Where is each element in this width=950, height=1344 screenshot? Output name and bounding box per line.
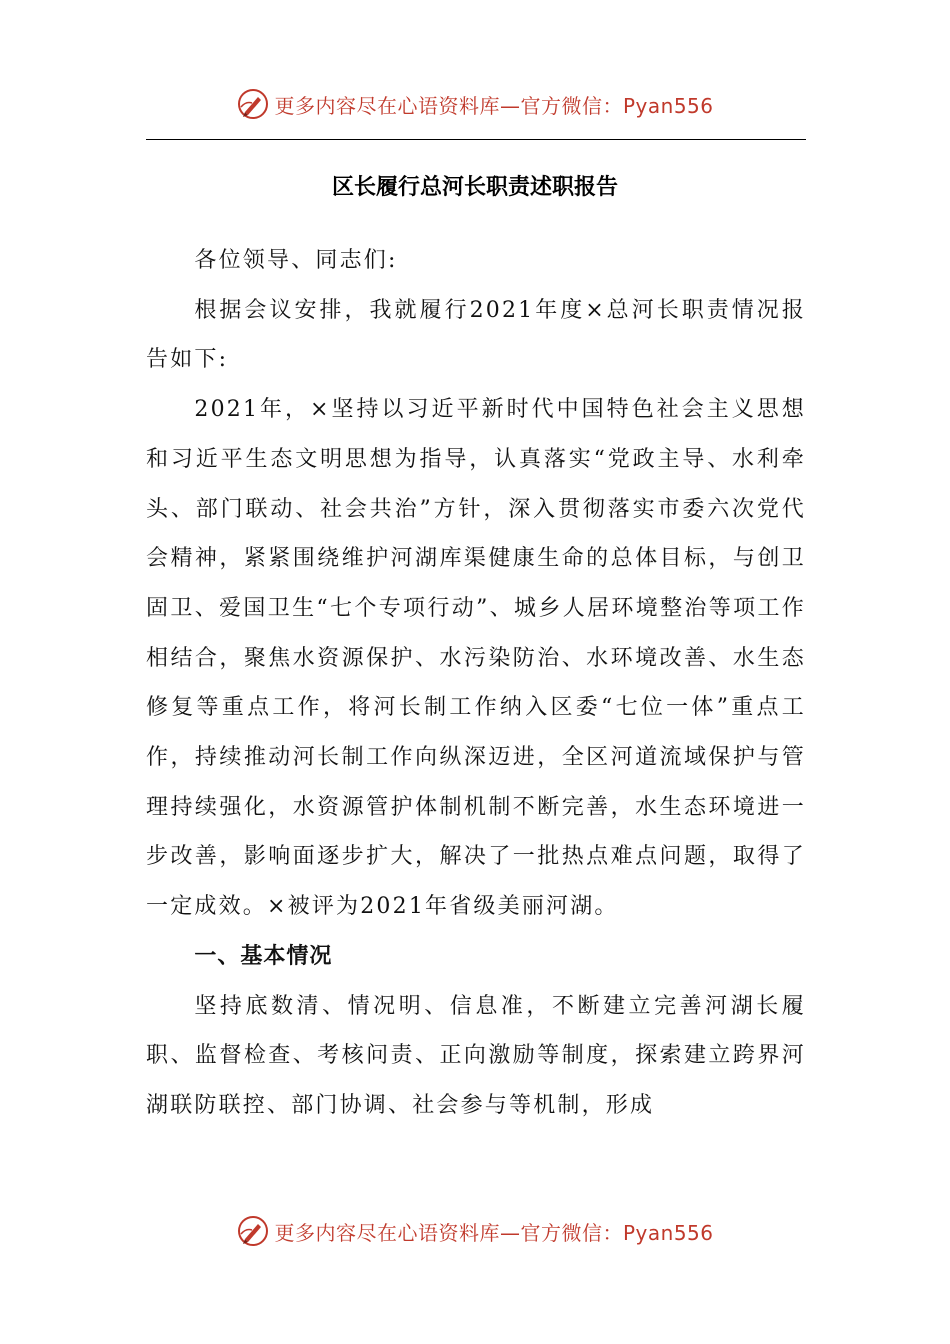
salutation: 各位领导、同志们: bbox=[194, 248, 398, 273]
body-paragraph-2: 2021年，×坚持以习近平新时代中国特色社会主义思想和习近平生态文明思想为指导，认真落实“党政主导、水利牵头、部门联动、社会共治”方针，深入贯彻落实市委六次党代会精神，紧紧围绕维护河湖库渠健康生命的总体目标，与创卫固卫、爱国卫生“七个专项行动”、城乡人居环境整治等项工作相结合，聚焦水资源保护、水污染防治、水环境改善、水生态修复等重点工作，将河长制工作纳入区委“七位一体”重点工作，持续推动河长制工作向纵深迈进，全区河道流域保护与管理持续强化，水资源管护体制机制不断完善，水生态环境进一步改善，影响面逐步扩大，解决了一批热点难点问题，取得了一定成效。×被评为2021年省级美丽河湖。 bbox=[146, 397, 806, 920]
watermark-banner-top bbox=[0, 82, 950, 126]
pen-logo-icon bbox=[236, 87, 270, 121]
pen-logo-icon bbox=[236, 1214, 270, 1248]
section-paragraph: 坚持底数清、情况明、信息准，不断建立完善河湖长履职、监督检查、考核问责、正向激励等制度，探索建立跨界河湖联防联控、部门协调、社会参与等机制，形成 bbox=[146, 993, 806, 1118]
body-paragraph-1: 根据会议安排，我就履行2021年度×总河长职责情况报告如下: bbox=[146, 297, 806, 373]
document-body bbox=[146, 236, 806, 1131]
watermark-text: 更多内容尽在心语资料库—官方微信：Pyan556 bbox=[274, 1220, 714, 1245]
watermark-banner-bottom bbox=[0, 1209, 950, 1253]
document-title: 区长履行总河长职责述职报告 bbox=[331, 175, 618, 200]
section-heading: 一、基本情况 bbox=[194, 943, 333, 969]
header-rule bbox=[146, 139, 806, 140]
watermark-text: 更多内容尽在心语资料库—官方微信：Pyan556 bbox=[274, 93, 714, 118]
